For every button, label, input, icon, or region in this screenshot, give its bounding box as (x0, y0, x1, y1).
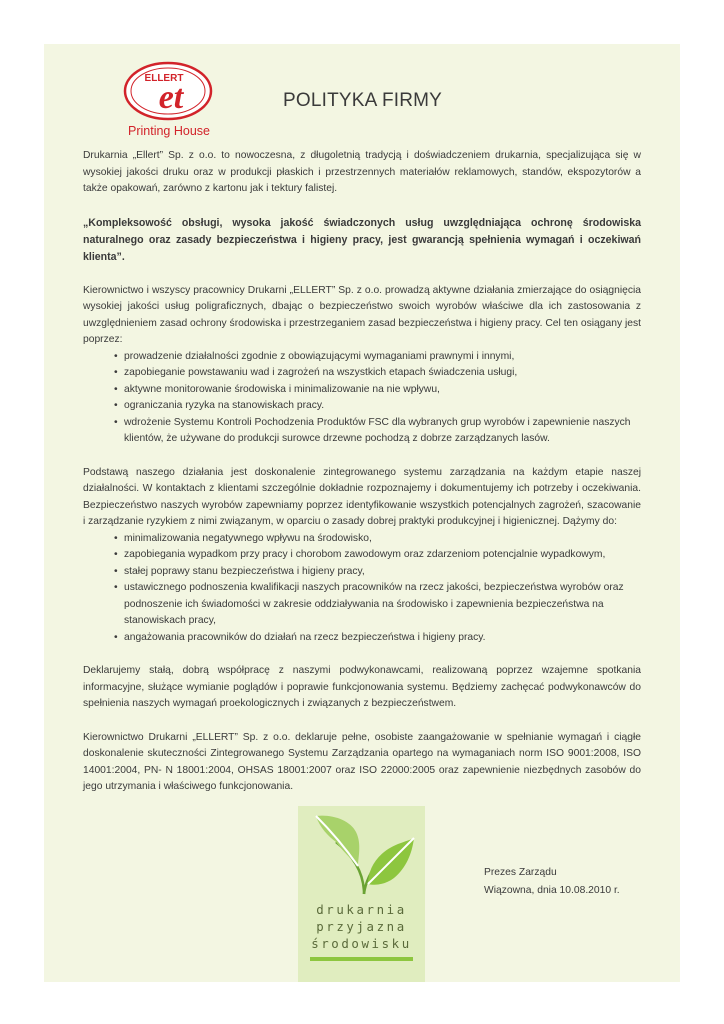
eco-line3: środowisku (311, 936, 412, 951)
list-item: • stałej poprawy stanu bezpieczeństwa i higieny pracy, (115, 564, 641, 581)
section2-list (83, 531, 641, 647)
eco-badge (298, 806, 425, 982)
section1-list (83, 349, 641, 448)
leaves-icon (298, 806, 425, 906)
list-item: • minimalizowania negatywnego wpływu na środowisko, (115, 531, 641, 548)
policy-text (83, 148, 641, 796)
list-item: • angażowania pracowników do działań na rzecz bezpieczeństwa i higieny pracy. (115, 630, 641, 647)
eco-bar (310, 957, 413, 961)
intro-paragraph: Drukarnia „Ellert” Sp. z o.o. to nowoczesna, z długoletnią tradycją i doświadczeniem drukarnia, specjalizująca się w wysokiej jakości druku oraz w produkcji płaskich i przestrzennych materiałów reklamowych, standów, ekspozytorów a także opakowań, zarówno z kartonu jak i tektury falistej. (83, 150, 641, 194)
signature-role: Prezes Zarządu (484, 867, 557, 878)
section4-paragraph: Kierownictwo Drukarni „ELLERT” Sp. z o.o. deklaruje pełne, osobiste zaangażowanie w spełnianie wymagań i ciągłe doskonalenie skuteczności Zintegrowanego Systemu Zarządzania opartego na wymaganiach norm ISO 9001:2008, ISO 14001:2004, PN- N 18001:2004, OHSAS 18001:2007 oraz ISO 22000:2005 oraz zapewnienie niezbędnych zasobów do jego utrzymania i właściwego funkcjonowania. (83, 731, 641, 792)
logo-brand-text: ELLERT (144, 73, 184, 84)
section1-paragraph: Kierownictwo i wszyscy pracownicy Drukarni „ELLERT” Sp. z o.o. prowadzą aktywne działania zmierzające do osiągnięcia wysokiej jakości usług poligraficznych, dbając o bezpieczeństwo swoich wyrobów właściwe dla ich zastosowania z uwzględnieniem zasad ochrony środowiska i przestrzeganiem zasad bezpieczeństwa i higieny pracy. Cel ten osiągany jest poprzez: (83, 284, 641, 345)
list-item: • aktywne monitorowanie środowiska i minimalizowanie na nie wpływu, (115, 382, 641, 399)
page-title: POLITYKA FIRMY (283, 90, 443, 111)
eco-line1: drukarnia (316, 902, 407, 917)
section2-paragraph: Podstawą naszego działania jest doskonalenie zintegrowanego systemu zarządzania na każdym etapie naszej działalności. W kontaktach z klientami szczególnie dokładnie rozpoznajemy i dokumentujemy ich potrzeby i oczekiwania. Bezpieczeństwo naszych wyrobów zapewniamy poprzez identyfikowanie wszystkich potencjalnych zagrożeń, szacowanie i zarządzanie ryzykiem z nimi związanym, w oparciu o zasady dobrej praktyki produkcyjnej i higienicznej. Dążymy do: (83, 466, 641, 527)
logo-mark-text: et (158, 79, 184, 116)
list-item: • wdrożenie Systemu Kontroli Pochodzenia Produktów FSC dla wybranych grup wyrobów i zapewnienie naszych klientów, że używane do produkcji surowce drzewne pochodzą z dobrze zarządzanych lasów. (115, 415, 641, 448)
signature-block (484, 864, 620, 900)
list-item: • zapobiegania wypadkom przy pracy i chorobom zawodowym oraz zdarzeniom potencjalnie wypadkowym, (115, 547, 641, 564)
list-item: • zapobieganie powstawaniu wad i zagrożeń na wszystkich etapach świadczenia usługi, (115, 365, 641, 382)
list-item: • ograniczania ryzyka na stanowiskach pracy. (115, 398, 641, 415)
list-item: • prowadzenie działalności zgodnie z obowiązującymi wymaganiami prawnymi i innymi, (115, 349, 641, 366)
motto-paragraph: „Kompleksowość obsługi, wysoka jakość świadczonych usług uwzględniająca ochronę środowiska naturalnego oraz zasady bezpieczeństwa i higieny pracy, jest gwarancją spełnienia wymagań i oczekiwań klienta”. (83, 216, 641, 263)
list-item: • ustawicznego podnoszenia kwalifikacji naszych pracowników na rzecz jakości, bezpieczeństwa wyrobów oraz podnoszenie ich świadomości w zakresie oddziaływania na środowisko i zapewnienia bezpieczeństwa na stanowiskach pracy, (115, 580, 641, 630)
document-page (44, 44, 680, 982)
logo-caption: Printing House (128, 124, 210, 138)
eco-line2: przyjazna (316, 919, 407, 934)
section3-paragraph: Deklarujemy stałą, dobrą współpracę z naszymi podwykonawcami, realizowaną poprzez wzajemne spotkania informacyjne, służące wymianie poglądów i poprawie funkcjonowania systemu. Będziemy zachęcać podwykonawców do spełnienia naszych wymagań proekologicznych i związanych z bezpieczeństwem. (83, 665, 641, 709)
signature-place-date: Wiązowna, dnia 10.08.2010 r. (484, 885, 620, 896)
